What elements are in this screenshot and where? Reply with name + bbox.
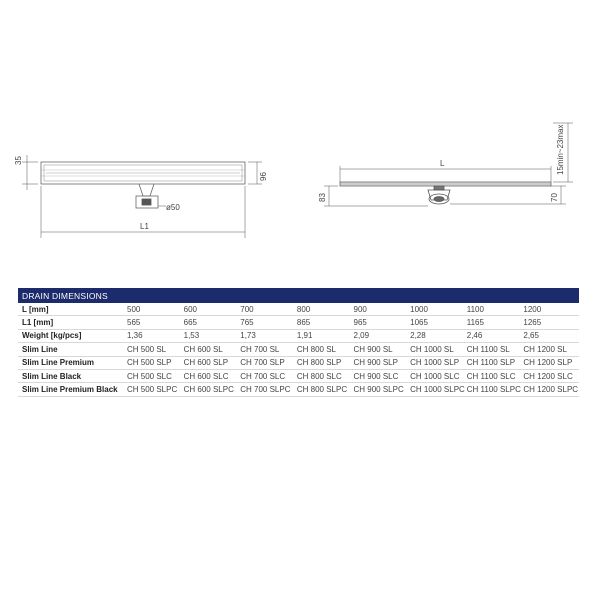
dim-L1-label: L1 [140,222,149,231]
table-cell: 500 [126,303,183,316]
row-label: Slim Line Premium Black [18,383,126,396]
dim-83-label: 83 [318,193,327,202]
table-cell: CH 900 SLC [353,369,410,382]
drain-dimensions-table-wrap [18,288,579,397]
table-cell: CH 900 SL [353,343,410,356]
table-cell: CH 500 SLPC [126,383,183,396]
dim-range-label: 15min~23max [556,124,565,175]
table-title: DRAIN DIMENSIONS [18,288,579,303]
dim-70-label: 70 [550,193,559,202]
table-cell: 1265 [522,316,579,329]
row-label: Slim Line Premium [18,356,126,369]
table-cell: 1200 [522,303,579,316]
table-cell: 1,53 [183,329,240,342]
table-cell: 1,36 [126,329,183,342]
table-cell: CH 1100 SLPC [466,383,523,396]
table-cell: 665 [183,316,240,329]
table-cell: CH 1000 SL [409,343,466,356]
table-cell: CH 600 SLC [183,369,240,382]
table-cell: 2,46 [466,329,523,342]
dim-35-label: 35 [14,156,23,165]
table-cell: 2,28 [409,329,466,342]
table-cell: CH 800 SLP [296,356,353,369]
row-label: Weight [kg/pcs] [18,329,126,342]
table-cell: CH 900 SLP [353,356,410,369]
table-row [18,356,579,369]
table-cell: CH 800 SL [296,343,353,356]
table-row [18,343,579,356]
table-cell: 700 [239,303,296,316]
table-cell: 1,91 [296,329,353,342]
row-label: L1 [mm] [18,316,126,329]
dim-phi50-label: ø50 [166,203,180,212]
technical-drawing [0,0,600,280]
table-cell: CH 700 SLPC [239,383,296,396]
table-cell: CH 500 SLC [126,369,183,382]
table-cell: CH 700 SLP [239,356,296,369]
table-cell: 600 [183,303,240,316]
table-cell: CH 1100 SLC [466,369,523,382]
table-cell: CH 500 SL [126,343,183,356]
row-label: Slim Line [18,343,126,356]
dim-96-label: 96 [259,172,268,181]
table-cell: CH 600 SL [183,343,240,356]
table-cell: 1165 [466,316,523,329]
table-cell: CH 800 SLPC [296,383,353,396]
table-cell: CH 700 SLC [239,369,296,382]
table-cell: CH 1000 SLP [409,356,466,369]
row-label: Slim Line Black [18,369,126,382]
table-cell: CH 500 SLP [126,356,183,369]
table-cell: 565 [126,316,183,329]
table-cell: 800 [296,303,353,316]
table-cell: CH 600 SLP [183,356,240,369]
table-cell: 1100 [466,303,523,316]
table-cell: 765 [239,316,296,329]
table-row [18,303,579,316]
table-cell: CH 1200 SLC [522,369,579,382]
table-row [18,383,579,396]
table-cell: 2,65 [522,329,579,342]
table-cell: 1065 [409,316,466,329]
table-cell: CH 600 SLPC [183,383,240,396]
table-cell: 2,09 [353,329,410,342]
table-cell: 1,73 [239,329,296,342]
table-cell: CH 1100 SL [466,343,523,356]
dim-L-label: L [440,159,445,168]
table-cell: 965 [353,316,410,329]
row-label: L [mm] [18,303,126,316]
table-row [18,369,579,382]
table-cell: CH 1100 SLP [466,356,523,369]
table-cell: 1000 [409,303,466,316]
table-cell: CH 1200 SLPC [522,383,579,396]
table-row [18,316,579,329]
table-header-row [18,288,579,303]
table-cell: 865 [296,316,353,329]
table-cell: CH 700 SL [239,343,296,356]
table-row [18,329,579,342]
table-cell: CH 1200 SLP [522,356,579,369]
table-cell: CH 1000 SLPC [409,383,466,396]
drain-dimensions-table [18,288,579,397]
table-body [18,303,579,396]
table-cell: CH 900 SLPC [353,383,410,396]
table-cell: 900 [353,303,410,316]
table-cell: CH 1000 SLC [409,369,466,382]
table-cell: CH 800 SLC [296,369,353,382]
side-view-drawing [324,123,573,206]
table-cell: CH 1200 SL [522,343,579,356]
